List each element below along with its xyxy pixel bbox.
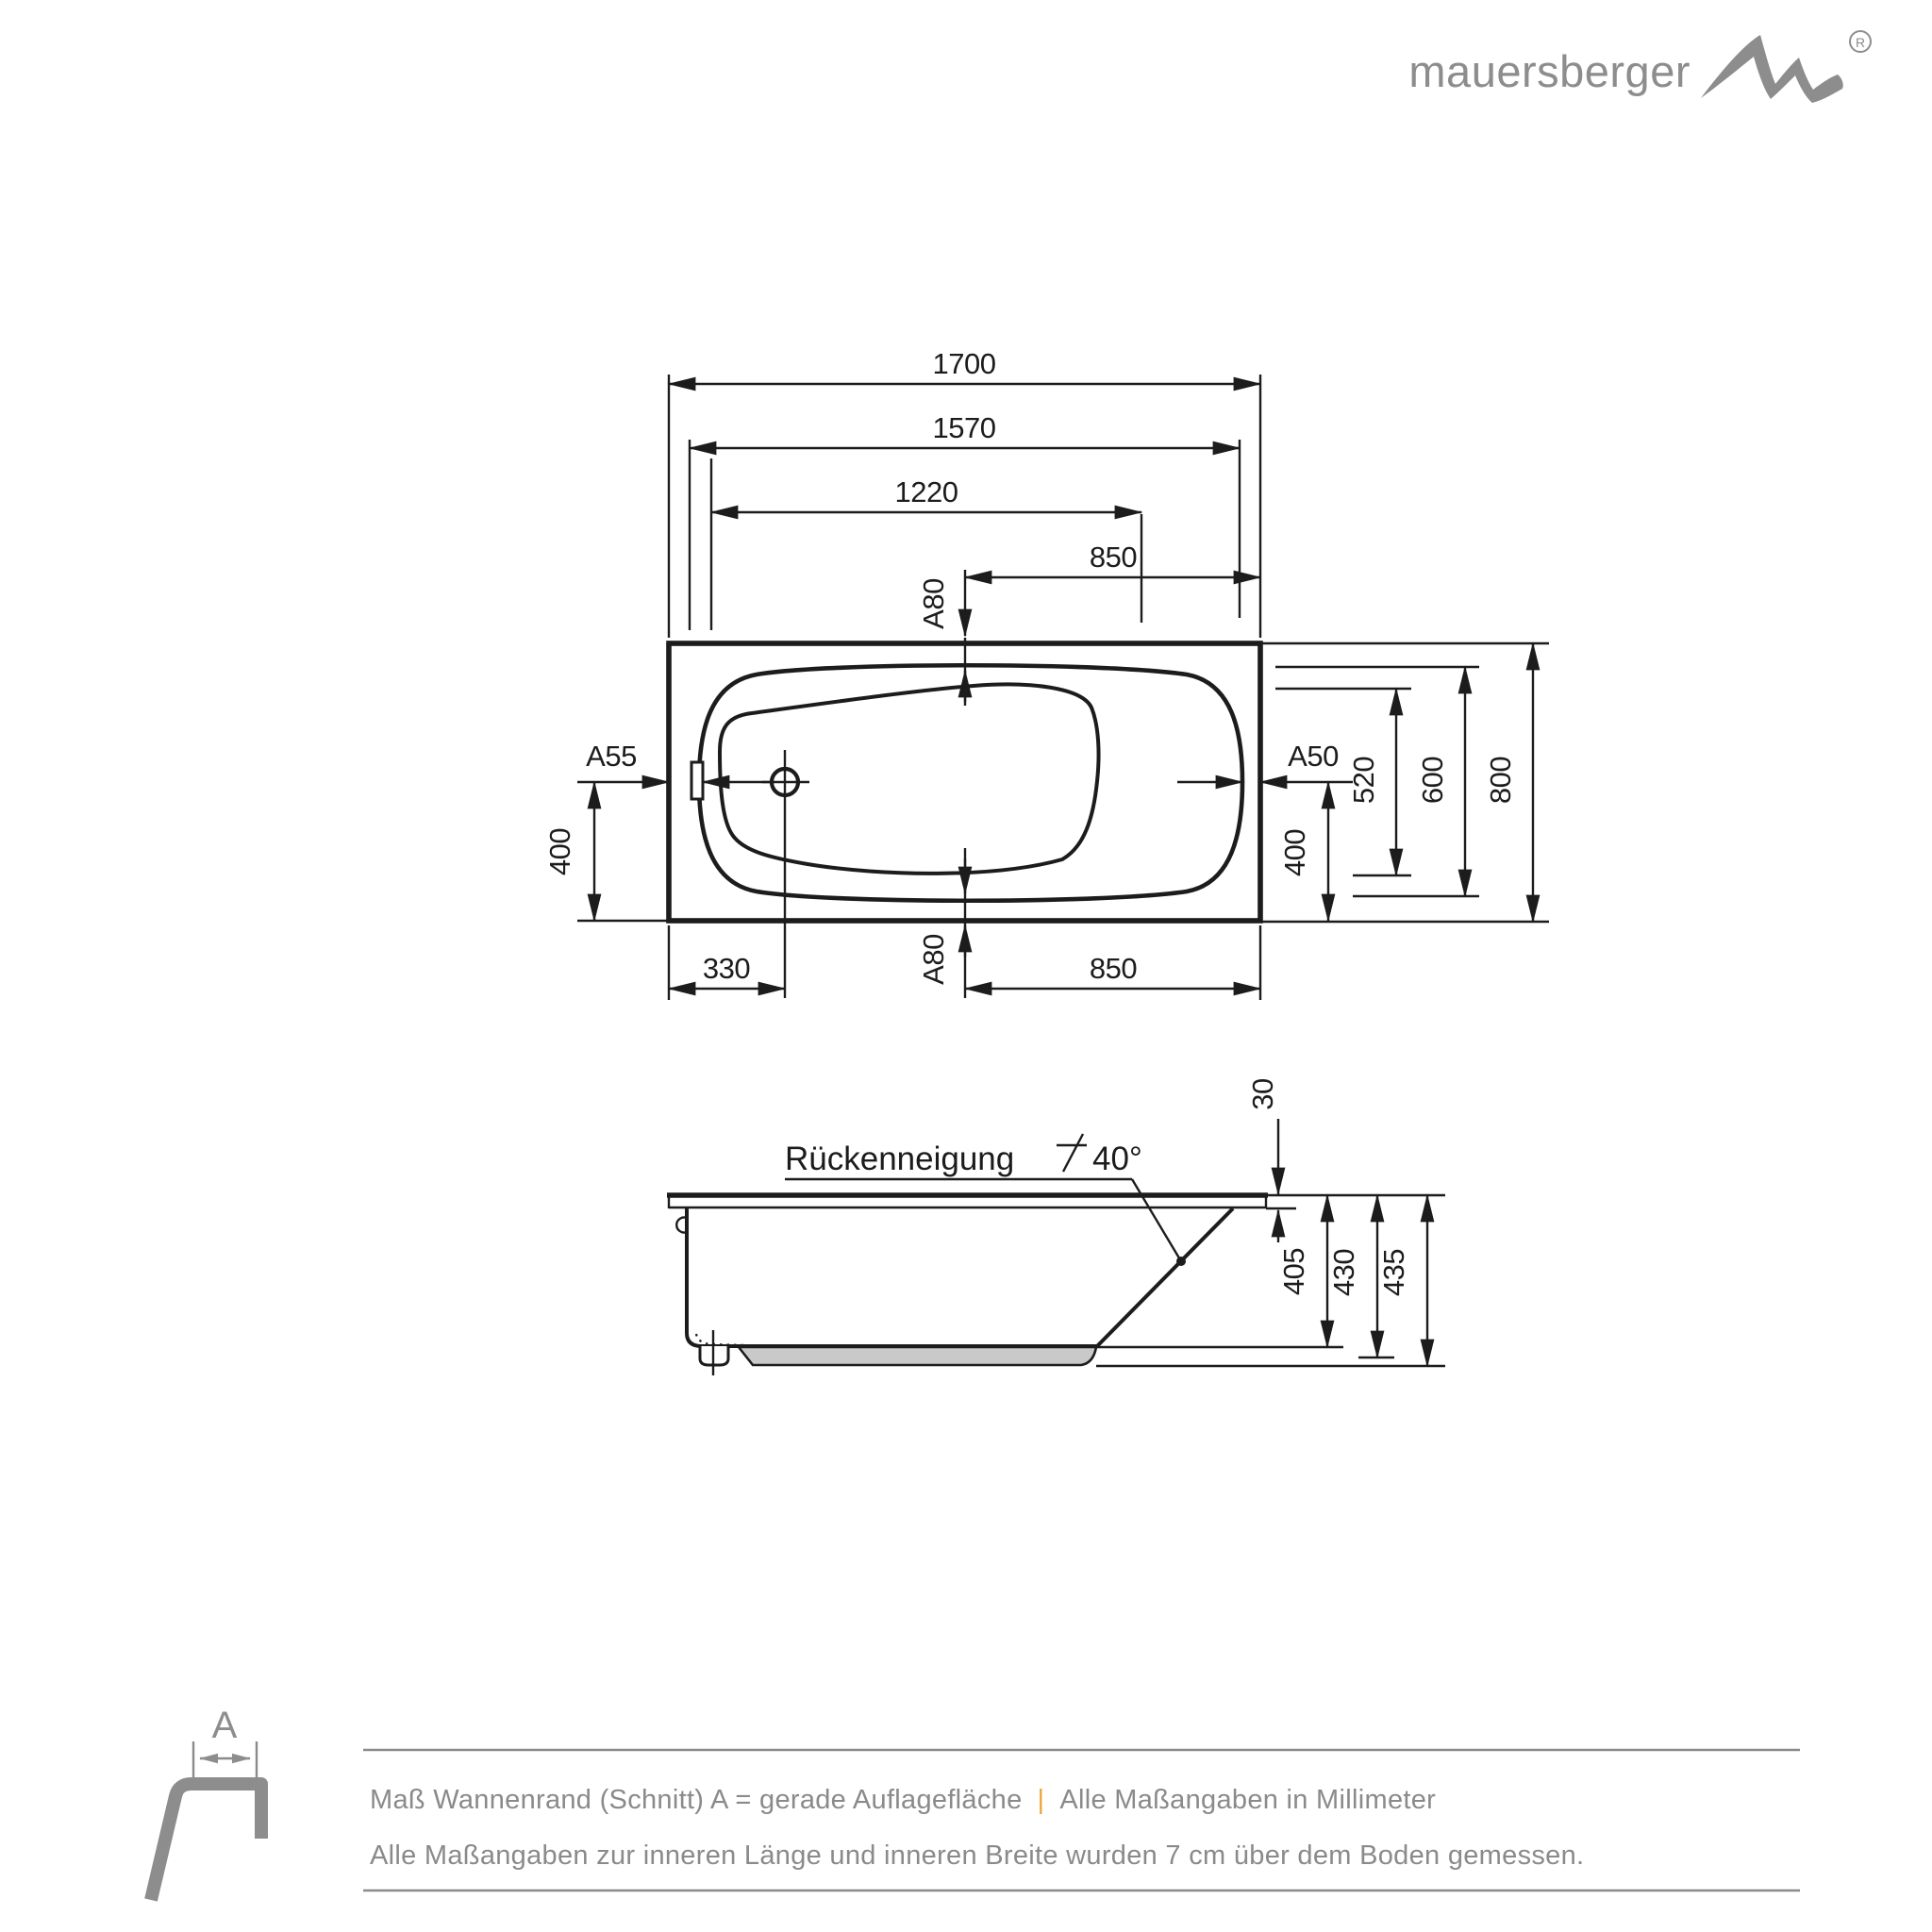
dim-label-520: 520 bbox=[1347, 756, 1380, 805]
dim-label-a80-top: A80 bbox=[917, 578, 950, 629]
dim-label-850-bottom: 850 bbox=[1089, 952, 1138, 985]
dim-label-850-top: 850 bbox=[1089, 541, 1138, 574]
brand-name: mauersberger bbox=[1408, 46, 1690, 96]
dim-label-30: 30 bbox=[1246, 1078, 1279, 1110]
registered-letter: R bbox=[1855, 35, 1866, 50]
support-pad bbox=[739, 1347, 1096, 1365]
brand-mark-icon bbox=[1701, 35, 1843, 103]
footer-separator: | bbox=[1037, 1785, 1045, 1815]
dim-label-400-right: 400 bbox=[1278, 828, 1311, 877]
dim-label-430: 430 bbox=[1327, 1248, 1360, 1297]
dim-label-435: 435 bbox=[1377, 1248, 1410, 1297]
back-slope-label: Rückenneigung bbox=[785, 1141, 1015, 1177]
rim-section-profile-icon bbox=[151, 1784, 261, 1900]
top-view-drawing bbox=[543, 347, 1549, 1000]
side-view-drawing bbox=[667, 1078, 1445, 1375]
footer-line1 bbox=[370, 1785, 1436, 1815]
dim-label-a80-bottom: A80 bbox=[917, 934, 950, 985]
side-body-outline bbox=[687, 1208, 1233, 1346]
angle-icon bbox=[1057, 1134, 1087, 1172]
dim-label-1700: 1700 bbox=[932, 347, 996, 380]
dim-label-a50: A50 bbox=[1288, 740, 1339, 773]
overflow-notch bbox=[691, 762, 703, 799]
dim-label-405: 405 bbox=[1277, 1247, 1310, 1296]
angle-icon-slash bbox=[1063, 1134, 1083, 1172]
footer-line1-part2: Alle Maßangaben in Millimeter bbox=[1059, 1785, 1437, 1815]
section-marker-label: A bbox=[211, 1705, 238, 1746]
dim-label-600: 600 bbox=[1416, 756, 1449, 805]
leader-line bbox=[1132, 1179, 1181, 1261]
dim-label-330: 330 bbox=[702, 952, 751, 985]
angle-value: 40° bbox=[1092, 1141, 1142, 1177]
footer-line1-part1: Maß Wannenrand (Schnitt) A = gerade Auflagefläche bbox=[370, 1785, 1023, 1815]
footer-line2: Alle Maßangaben zur inneren Länge und inneren Breite wurden 7 cm über dem Boden gemessen. bbox=[370, 1840, 1585, 1871]
dim-label-a55: A55 bbox=[586, 740, 637, 773]
dim-label-1570: 1570 bbox=[932, 411, 996, 444]
brand-logo bbox=[1408, 31, 1871, 103]
footer bbox=[151, 1705, 1800, 1900]
dim-label-1220: 1220 bbox=[894, 475, 958, 508]
dim-label-400-left: 400 bbox=[543, 827, 576, 876]
hatch-dots bbox=[696, 1334, 747, 1345]
dim-label-800: 800 bbox=[1484, 756, 1517, 805]
